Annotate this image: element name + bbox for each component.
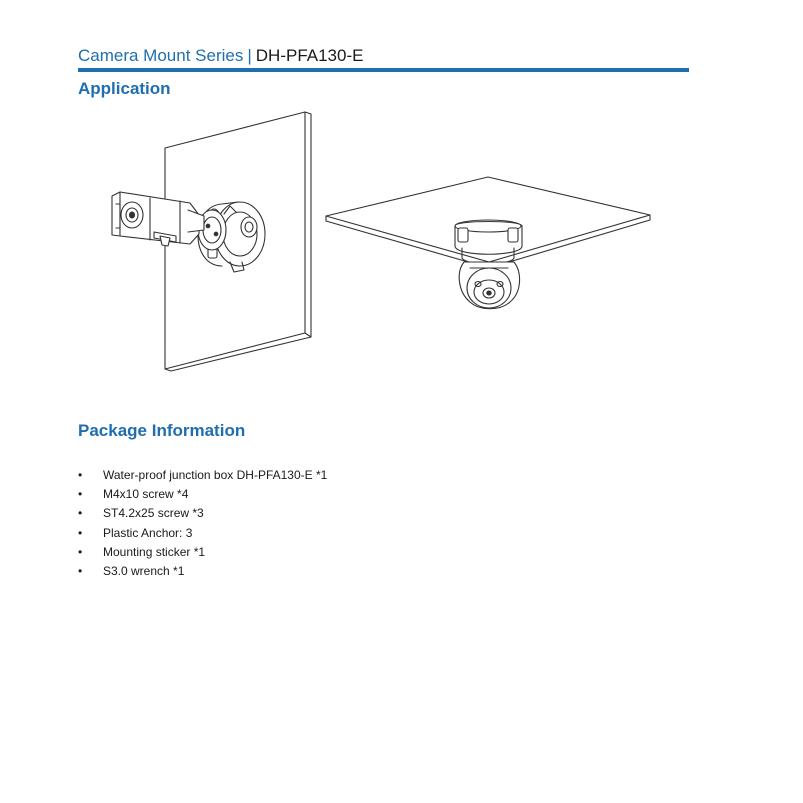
bullet: • (78, 544, 83, 559)
list-item-text: Mounting sticker *1 (103, 544, 206, 559)
series-title: Camera Mount Series (78, 46, 244, 65)
package-heading: Package Information (78, 421, 246, 440)
list-item (78, 504, 327, 523)
list-item-text: M4x10 screw *4 (103, 487, 189, 502)
bullet: • (78, 487, 83, 502)
list-item-text: ST4.2x25 screw *3 (103, 506, 204, 521)
package-list (78, 466, 327, 581)
list-item (78, 543, 327, 562)
list-item-text: Plastic Anchor: 3 (103, 525, 193, 540)
bullet: • (78, 468, 83, 482)
bullet: • (78, 525, 83, 540)
header-separator: | (247, 46, 252, 65)
list-item-text: S3.0 wrench *1 (103, 564, 185, 579)
model-number: DH-PFA130-E (255, 46, 364, 65)
dome-camera (455, 220, 522, 309)
list-item-text: Water-proof junction box DH-PFA130-E *1 (103, 468, 328, 482)
application-heading: Application (78, 79, 171, 98)
bullet: • (78, 506, 83, 521)
list-item (78, 524, 327, 543)
bullet: • (78, 564, 83, 579)
list-item (78, 485, 327, 504)
list-item (78, 562, 327, 581)
list-item (78, 466, 327, 485)
